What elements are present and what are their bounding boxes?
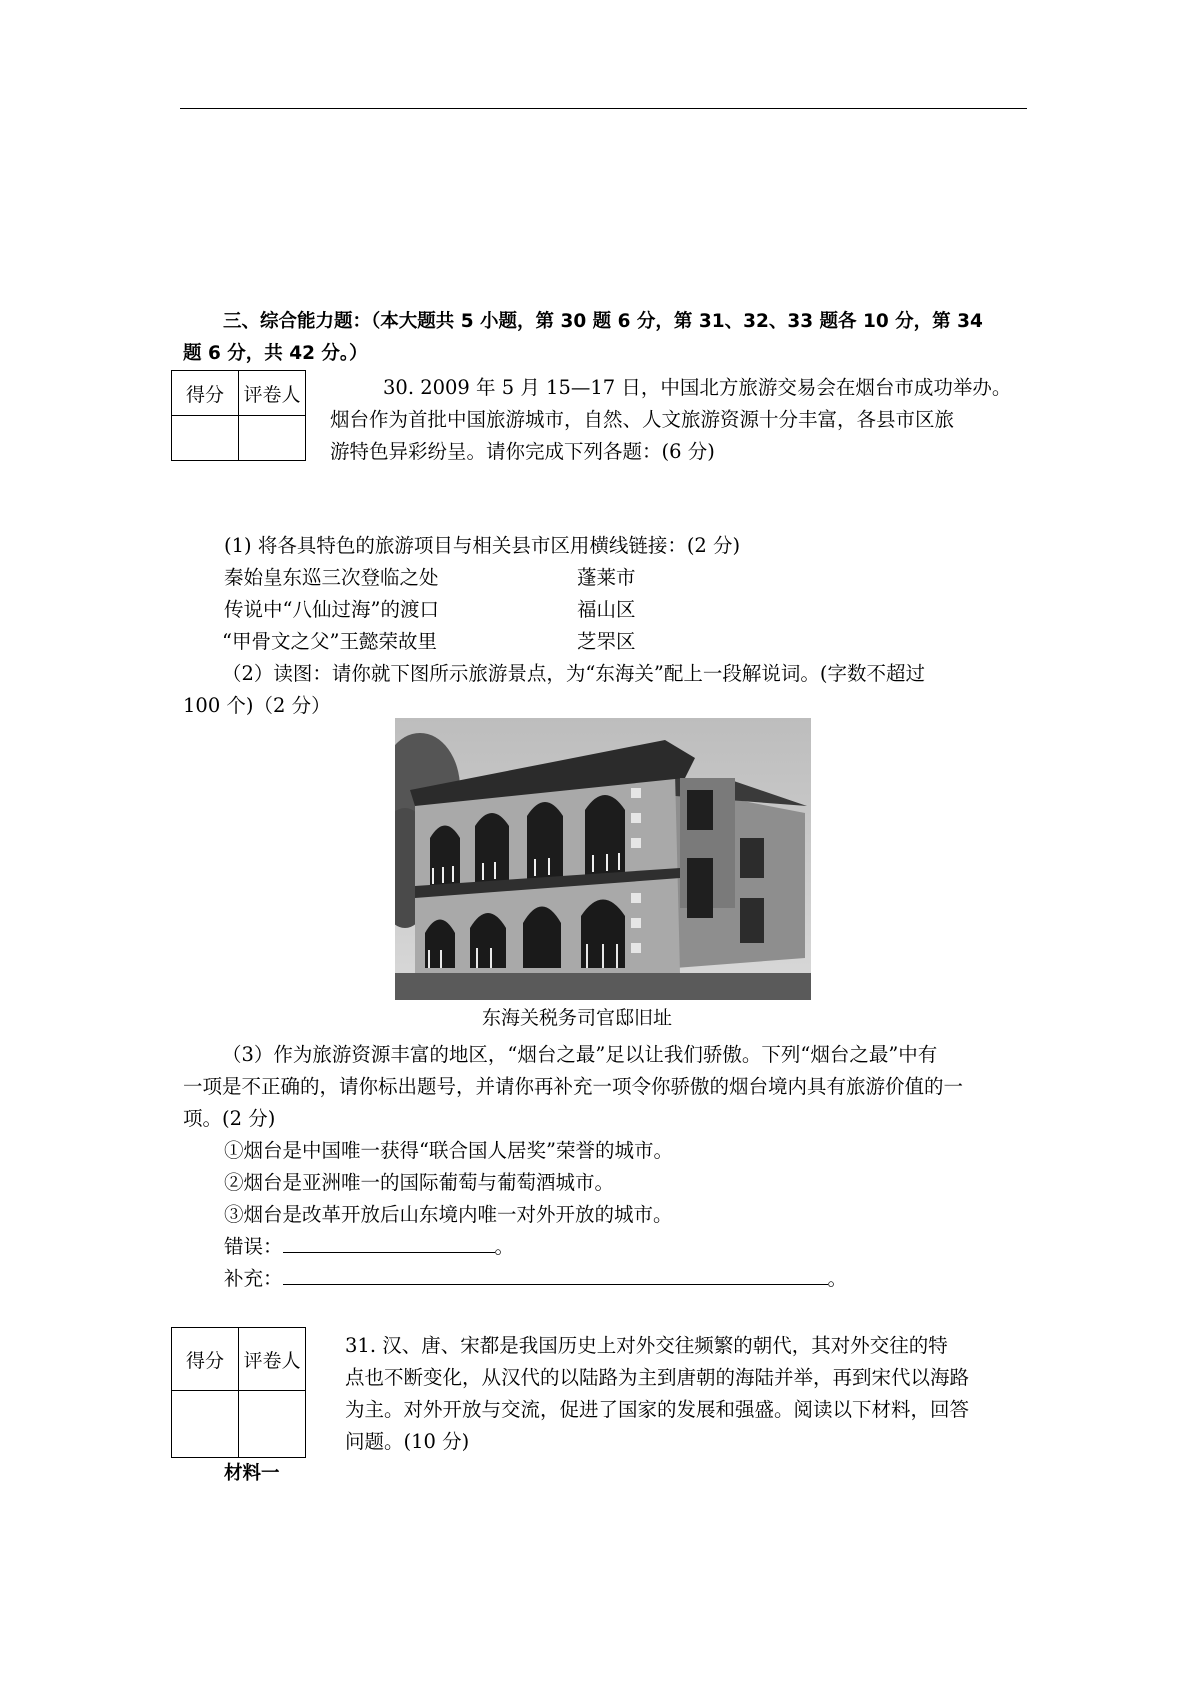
q31-intro-line1: 31. 汉、唐、宋都是我国历史上对外交往频繁的朝代，其对外交往的特 (345, 1334, 948, 1357)
q30-part1-place: 蓬莱市 (577, 566, 636, 589)
end-mark: 。 (494, 1235, 515, 1258)
grader-cell[interactable] (239, 1391, 306, 1458)
section-heading-line1: 三、综合能力题：（本大题共 5 小题，第 30 题 6 分，第 31、32、33 题各 10 分，第 34 (223, 311, 983, 332)
photo-caption: 东海关税务司官邸旧址 (482, 1007, 673, 1029)
q31-intro-line3: 为主。对外开放与交流，促进了国家的发展和强盛。阅读以下材料，回答 (345, 1398, 970, 1421)
grader-label: 评卷人 (239, 371, 306, 416)
score-label: 得分 (172, 371, 239, 416)
q31-intro-line2: 点也不断变化，从汉代的以陆路为主到唐朝的海陆并举，再到宋代以海路 (345, 1366, 970, 1389)
section-heading-line2: 题 6 分，共 42 分。） (183, 343, 368, 364)
grader-label: 评卷人 (239, 1328, 306, 1391)
q30-part1-place: 福山区 (577, 598, 636, 621)
wrong-answer-row (224, 1231, 514, 1263)
wrong-answer-blank[interactable] (283, 1234, 495, 1253)
supplement-answer-row (224, 1263, 847, 1295)
q30-intro-line3: 游特色异彩纷呈。请你完成下列各题：(6 分) (330, 440, 715, 463)
supplement-label: 补充： (224, 1267, 283, 1290)
score-box-q30 (171, 370, 306, 461)
score-cell[interactable] (172, 1391, 239, 1458)
end-mark: 。 (827, 1267, 848, 1290)
q30-part2-prompt-line2: 100 个)（2 分） (183, 694, 331, 717)
material-one-label: 材料一 (224, 1463, 280, 1484)
score-cell[interactable] (172, 416, 239, 461)
score-box-q31 (171, 1327, 306, 1458)
q30-part3-prompt-line2: 一项是不正确的，请你标出题号，并请你再补充一项令你骄傲的烟台境内具有旅游价值的一 (183, 1075, 964, 1098)
q30-part3-option: ②烟台是亚洲唯一的国际葡萄与葡萄酒城市。 (224, 1171, 615, 1194)
q30-part1-item: “甲骨文之父”王懿荣故里 (222, 630, 437, 653)
header-rule (180, 108, 1027, 109)
q30-intro-line1: 30. 2009 年 5 月 15—17 日，中国北方旅游交易会在烟台市成功举办。 (383, 376, 1012, 399)
score-label: 得分 (172, 1328, 239, 1391)
q31-intro-line4: 问题。(10 分) (345, 1430, 470, 1453)
grader-cell[interactable] (239, 416, 306, 461)
q30-part3-option: ③烟台是改革开放后山东境内唯一对外开放的城市。 (224, 1203, 673, 1226)
q30-part1-prompt: (1) 将各具特色的旅游项目与相关县市区用横线链接：(2 分) (224, 534, 741, 557)
q30-part3-prompt-line3: 项。(2 分) (183, 1107, 276, 1130)
wrong-label: 错误： (224, 1235, 283, 1258)
q30-part2-prompt-line1: （2）读图：请你就下图所示旅游景点，为“东海关”配上一段解说词。(字数不超过 (222, 662, 925, 685)
q30-part1-item: 秦始皇东巡三次登临之处 (224, 566, 439, 589)
q30-intro-line2: 烟台作为首批中国旅游城市，自然、人文旅游资源十分丰富，各县市区旅 (330, 408, 955, 431)
q30-part1-item: 传说中“八仙过海”的渡口 (224, 598, 439, 621)
q30-part1-place: 芝罘区 (577, 630, 636, 653)
supplement-answer-blank[interactable] (283, 1266, 828, 1285)
dong-hai-guan-building-photo (395, 718, 811, 1000)
q30-part3-prompt-line1: （3）作为旅游资源丰富的地区，“烟台之最”足以让我们骄傲。下列“烟台之最”中有 (222, 1043, 938, 1066)
q30-part3-option: ①烟台是中国唯一获得“联合国人居奖”荣誉的城市。 (224, 1139, 673, 1162)
